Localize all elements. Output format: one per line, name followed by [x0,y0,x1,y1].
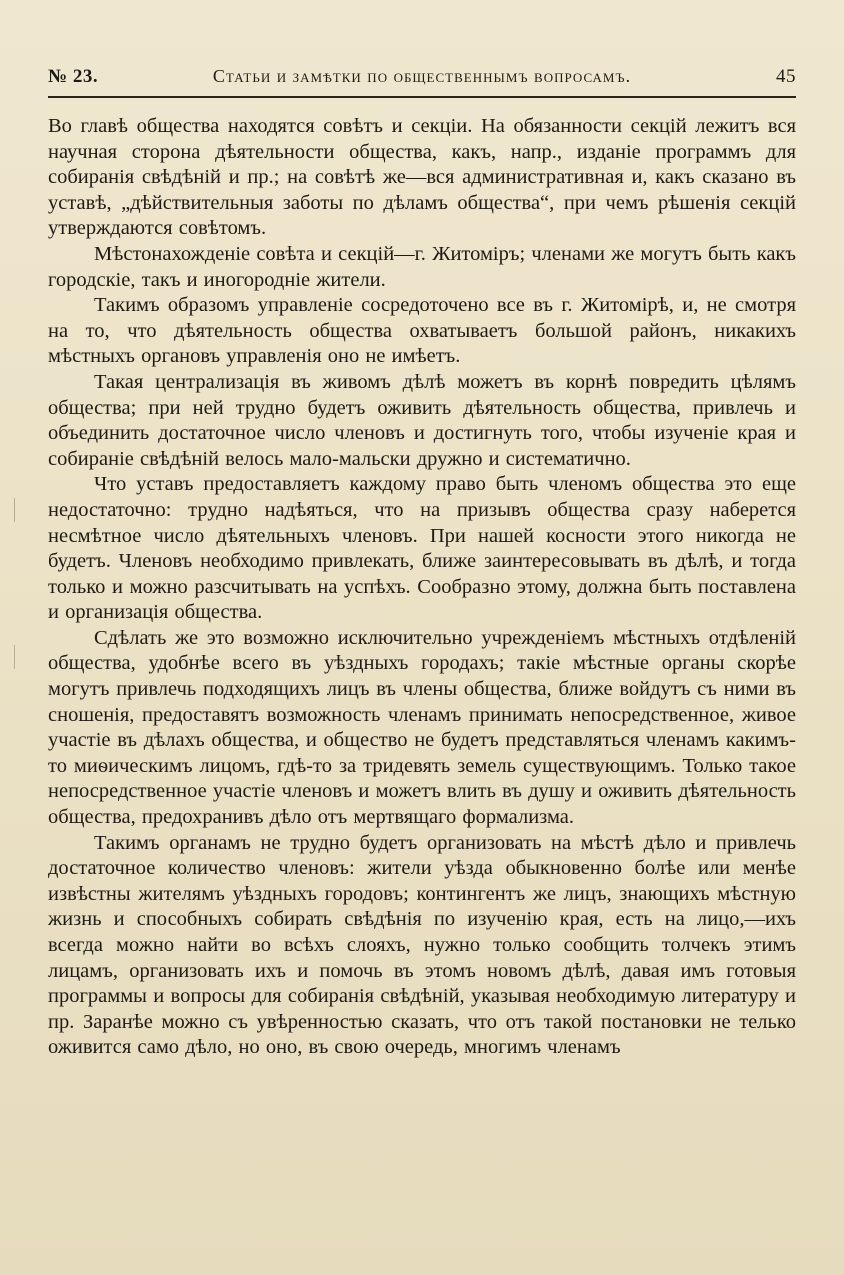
page-number: 45 [776,66,796,87]
paragraph-2: Мѣстонахожденіе совѣта и секцій—г. Житоміръ; членами же могутъ быть какъ городскіе, такъ и иногородніе жители. [48,242,796,291]
running-title: Статьи и замѣтки по общественнымъ вопросамъ. [212,66,632,86]
paragraph-7: Такимъ органамъ не трудно будетъ организовать на мѣстѣ дѣло и привлечь достаточное количество членовъ: жители уѣзда обыкновенно болѣе или менѣе извѣстны жителямъ уѣздныхъ городовъ; контингентъ же лицъ, знающихъ мѣстную жизнь и способныхъ собирать свѣдѣнія по изученію края, есть на лицо,—ихъ всегда можно найти во всѣхъ слояхъ, нужно только сообщить толчекъ этимъ лицамъ, организовать ихъ и помочь въ этомъ новомъ дѣлѣ, давая имъ готовыя программы и вопросы для собиранія свѣдѣній, указывая необходимую литературу и пр. Заранѣе можно съ увѣренностью сказать, что отъ такой постановки не телько оживится само дѣло, но оно, въ свою очередь, многимъ членамъ [48,831,796,1059]
paragraph-3: Такимъ образомъ управленіе сосредоточено все въ г. Житомірѣ, и, не смотря на то, что дѣятельность общества охватываетъ большой районъ, никакихъ мѣстныхъ органовъ управленія оно не имѣетъ. [48,294,796,368]
issue-number: № 23. [48,66,99,87]
paragraph-5: Что уставъ предоставляетъ каждому право быть членомъ общества это еще недостаточно: трудно надѣяться, что на призывъ общества сразу наберется несмѣтное число дѣятельныхъ членовъ. При нашей косности этого никогда не будетъ. Членовъ необходимо привлекать, ближе заинтересовывать въ дѣлѣ, и тогда только и можно разсчитывать на успѣхъ. Сообразно этому, должна быть поставлена и организація общества. [48,473,796,624]
paragraph-6: Сдѣлать же это возможно исключительно учрежденіемъ мѣстныхъ отдѣленій общества, удобнѣе всего въ уѣздныхъ городахъ; такіе мѣстные органы скорѣе могутъ привлечь подходящихъ лицъ въ члены общества, ближе войдутъ съ ними въ сношенія, предоставятъ возможность членамъ принимать непосредственное, живое участіе въ дѣлахъ общества, и общество не будетъ представляться членамъ какимъ-то миѳическимъ лицомъ, гдѣ-то за тридевять земель существующимъ. Только такое непосредственное участіе членовъ и можетъ влить въ душу и оживить дѣятельность общества, предохранивъ дѣло отъ мертвящаго формализма. [48,626,796,829]
margin-mark [14,645,15,669]
body-text [48,114,796,1061]
paragraph-4: Такая централизація въ живомъ дѣлѣ можетъ въ корнѣ повредить цѣлямъ общества; при ней трудно будетъ оживить дѣятельность общества, привлечь и объединить достаточное число членовъ и достигнуть того, чтобы изученіе края и собираніе свѣдѣній велось мало-мальски дружно и систематично. [48,370,796,470]
margin-mark [14,498,15,522]
paragraph-1: Во главѣ общества находятся совѣтъ и секціи. На обязанности секцій лежитъ вся научная сторона дѣятельности общества, какъ, напр., изданіе программъ для собиранія свѣдѣній и пр.; на совѣтѣ же—вся административная и, какъ сказано въ уставѣ, „дѣйствительныя заботы по дѣламъ общества“, при чемъ рѣшенія секцій утверждаются совѣтомъ. [48,115,796,240]
running-header [48,62,796,98]
